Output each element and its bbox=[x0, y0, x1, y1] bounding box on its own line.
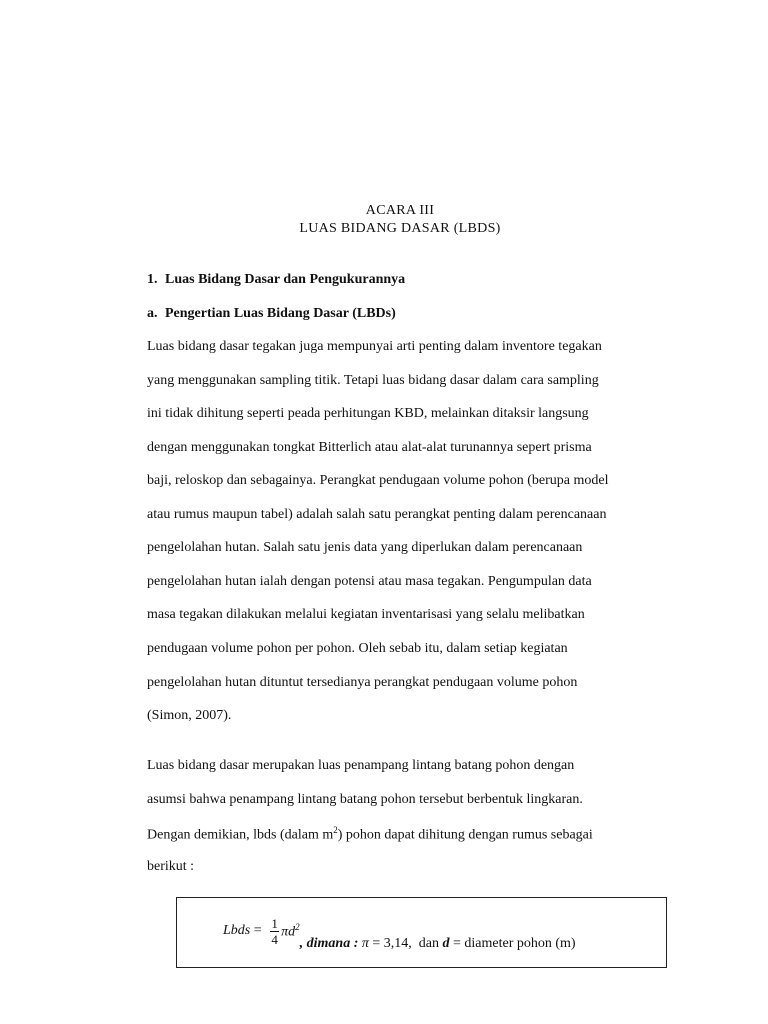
pi-d-text: πd bbox=[281, 924, 296, 940]
lbds-formula bbox=[223, 910, 576, 952]
paragraph-line: dengan menggunakan tongkat Bitterlich atau alat-alat turunannya sepert prisma bbox=[147, 440, 592, 455]
fraction-denominator: 4 bbox=[271, 931, 278, 947]
section-title: Luas Bidang Dasar dan Pengukurannya bbox=[165, 272, 406, 287]
pi-value: = 3,14, dan bbox=[368, 936, 443, 951]
dimana-label: , dimana : bbox=[299, 936, 359, 951]
subsection-heading-a bbox=[147, 306, 396, 322]
subsection-letter: a. bbox=[147, 306, 158, 321]
formula-box bbox=[176, 897, 667, 968]
text-run: Dengan demikian, lbds (dalam m bbox=[147, 827, 334, 843]
fraction-numerator: 1 bbox=[271, 915, 278, 931]
paragraph-line: Luas bidang dasar merupakan luas penampang lintang batang pohon dengan bbox=[147, 758, 575, 773]
section-number: 1. bbox=[147, 272, 158, 287]
paragraph-line: asumsi bahwa penampang lintang batang pohon tersebut berbentuk lingkaran. bbox=[147, 792, 583, 807]
paragraph-line: yang menggunakan sampling titik. Tetapi luas bidang dasar dalam cara sampling bbox=[147, 373, 599, 388]
fraction bbox=[270, 916, 279, 947]
formula-equals: = bbox=[250, 923, 266, 938]
paragraph-line: pengelolahan hutan dituntut tersedianya perangkat pendugaan volume pohon bbox=[147, 675, 578, 690]
paragraph-line: masa tegakan dilakukan melalui kegiatan inventarisasi yang selalu melibatkan bbox=[147, 607, 585, 622]
paragraph-line: ini tidak dihitung seperti peada perhitungan KBD, melainkan ditaksir langsung bbox=[147, 406, 589, 421]
text-run: ) pohon dapat dihitung dengan rumus sebagai bbox=[337, 827, 593, 843]
d-symbol: d bbox=[442, 936, 450, 951]
document-title-line1: ACARA III bbox=[365, 203, 435, 218]
formula-legend bbox=[300, 936, 576, 952]
superscript: 2 bbox=[295, 921, 300, 932]
subsection-title: Pengertian Luas Bidang Dasar (LBDs) bbox=[165, 306, 396, 321]
paragraph-line: pengelolahan hutan ialah dengan potensi atau masa tegakan. Pengumpulan data bbox=[147, 574, 592, 589]
d-description: = diameter pohon (m) bbox=[449, 936, 576, 951]
pi-symbol: π bbox=[361, 936, 369, 951]
formula-pi-d bbox=[281, 922, 300, 941]
paragraph-line: baji, reloskop dan sebagainya. Perangkat pendugaan volume pohon (berupa model bbox=[147, 473, 609, 488]
formula-lhs: Lbds bbox=[223, 923, 251, 938]
paragraph-line: pengelolahan hutan. Salah satu jenis data yang diperlukan dalam perencanaan bbox=[147, 540, 583, 555]
document-title-line2: LUAS BIDANG DASAR (LBDS) bbox=[299, 221, 501, 236]
superscript: 2 bbox=[333, 825, 338, 835]
paragraph-line bbox=[147, 825, 593, 844]
section-heading-1 bbox=[147, 272, 405, 288]
paragraph-line: atau rumus maupun tabel) adalah salah satu perangkat penting dalam perencanaan bbox=[147, 507, 607, 522]
paragraph-line: (Simon, 2007). bbox=[147, 708, 232, 723]
paragraph-line: berikut : bbox=[147, 859, 195, 874]
paragraph-line: Luas bidang dasar tegakan juga mempunyai arti penting dalam inventore tegakan bbox=[147, 339, 602, 354]
paragraph-line: pendugaan volume pohon per pohon. Oleh sebab itu, dalam setiap kegiatan bbox=[147, 641, 568, 656]
